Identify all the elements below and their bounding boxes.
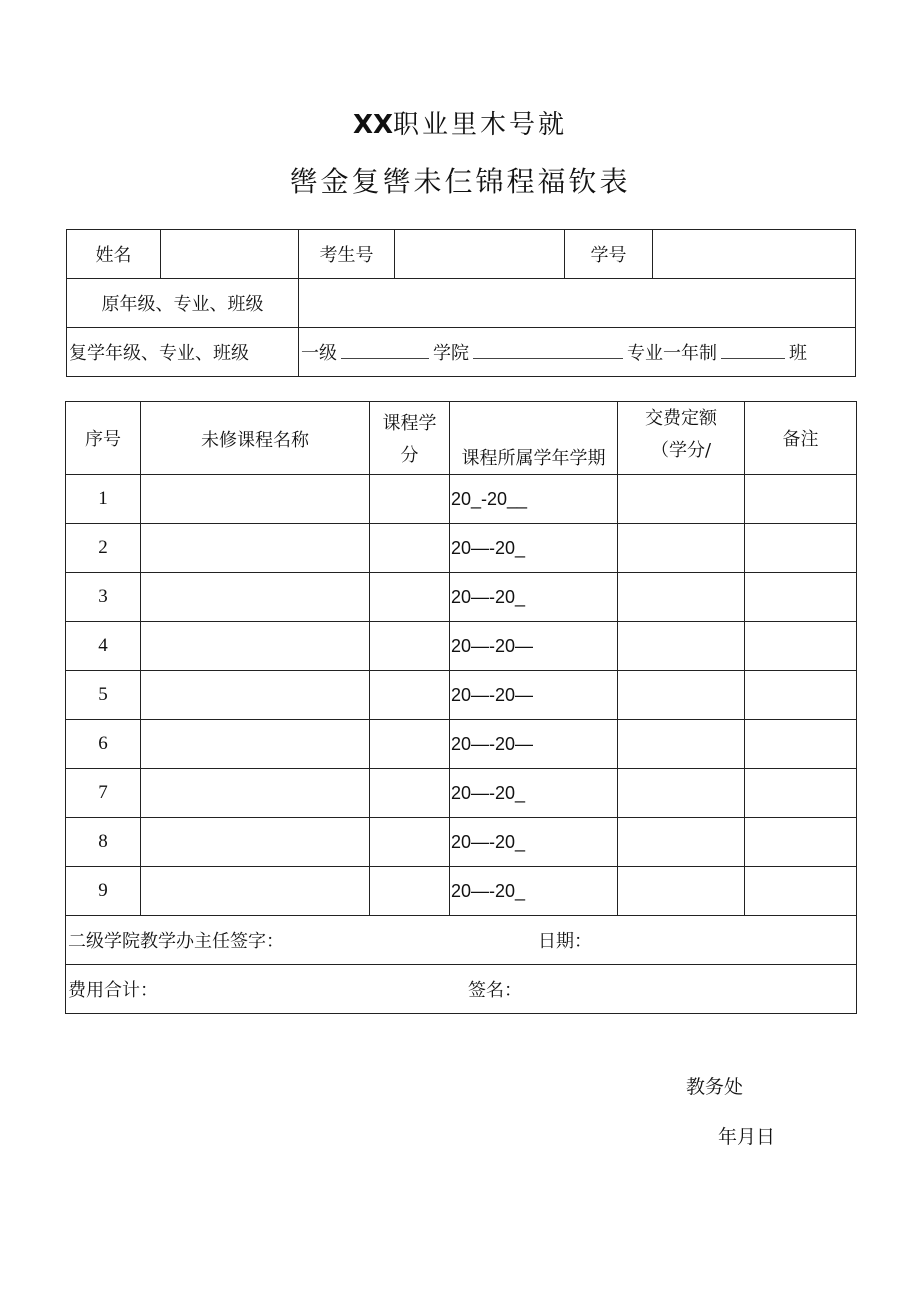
fee-cell[interactable] xyxy=(618,769,745,818)
term-cell[interactable]: 20—-20— xyxy=(450,622,618,671)
row-seq: 5 xyxy=(66,671,141,720)
director-sign-label: 二级学院教学办主任签字： xyxy=(68,931,284,952)
title-school: 职业里木号就 xyxy=(393,110,568,140)
fee-cell[interactable] xyxy=(618,573,745,622)
fee-cell[interactable] xyxy=(618,720,745,769)
remark-cell[interactable] xyxy=(745,573,857,622)
credit-cell[interactable] xyxy=(370,769,450,818)
header-credit-line2: 分 xyxy=(400,445,419,466)
fee-cell[interactable] xyxy=(618,475,745,524)
header-fee-line1: 交费定额 xyxy=(645,408,717,429)
table-row xyxy=(66,769,857,818)
header-credit xyxy=(370,402,450,475)
row-seq: 7 xyxy=(66,769,141,818)
title-prefix: XX xyxy=(352,110,394,140)
remark-cell[interactable] xyxy=(745,475,857,524)
resume-class-field[interactable] xyxy=(299,328,856,377)
course-name-cell[interactable] xyxy=(141,867,370,916)
fee-total-label: 费用合计： xyxy=(68,980,158,1001)
orig-class-label: 原年级、专业、班级 xyxy=(67,279,299,328)
resume-grade-suffix: 一级 xyxy=(301,343,337,364)
college-blank[interactable] xyxy=(341,340,429,359)
student-no-field[interactable] xyxy=(653,230,856,279)
resume-class-suffix: 班 xyxy=(789,343,807,364)
row-seq: 9 xyxy=(66,867,141,916)
resume-class-label: 复学年级、专业、班级 xyxy=(67,328,299,377)
remark-cell[interactable] xyxy=(745,524,857,573)
signature-label: 签名： xyxy=(468,980,522,1001)
header-credit-line1: 课程学 xyxy=(382,413,437,434)
table-row xyxy=(66,622,857,671)
credit-cell[interactable] xyxy=(370,671,450,720)
resume-college-suffix: 学院 xyxy=(433,343,469,364)
table-row xyxy=(66,720,857,769)
header-course-name: 未修课程名称 xyxy=(141,402,370,475)
header-fee-line2: （学分/ xyxy=(650,440,712,461)
fee-cell[interactable] xyxy=(618,524,745,573)
remark-cell[interactable] xyxy=(745,818,857,867)
row-seq: 1 xyxy=(66,475,141,524)
fee-cell[interactable] xyxy=(618,671,745,720)
date-label: 日期： xyxy=(538,931,592,952)
fee-cell[interactable] xyxy=(618,622,745,671)
row-seq: 4 xyxy=(66,622,141,671)
table-row xyxy=(66,818,857,867)
remark-cell[interactable] xyxy=(745,867,857,916)
header-fee xyxy=(618,402,745,475)
course-name-cell[interactable] xyxy=(141,622,370,671)
header-term: 课程所属学年学期 xyxy=(450,402,618,475)
credit-cell[interactable] xyxy=(370,867,450,916)
term-cell[interactable]: 20—-20_ xyxy=(450,524,618,573)
exam-no-label: 考生号 xyxy=(299,230,395,279)
student-no-label: 学号 xyxy=(565,230,653,279)
table-row xyxy=(66,671,857,720)
form-title-line1 xyxy=(0,104,920,141)
table-row xyxy=(66,573,857,622)
term-cell[interactable]: 20—-20_ xyxy=(450,769,618,818)
course-name-cell[interactable] xyxy=(141,475,370,524)
credit-cell[interactable] xyxy=(370,524,450,573)
name-label: 姓名 xyxy=(67,230,161,279)
header-seq: 序号 xyxy=(66,402,141,475)
credit-cell[interactable] xyxy=(370,573,450,622)
row-seq: 6 xyxy=(66,720,141,769)
orig-class-field[interactable] xyxy=(299,279,856,328)
remark-cell[interactable] xyxy=(745,720,857,769)
name-field[interactable] xyxy=(161,230,299,279)
course-name-cell[interactable] xyxy=(141,671,370,720)
director-sign-row[interactable] xyxy=(66,916,857,965)
term-cell[interactable]: 20—-20_ xyxy=(450,867,618,916)
row-seq: 3 xyxy=(66,573,141,622)
course-name-cell[interactable] xyxy=(141,524,370,573)
credit-cell[interactable] xyxy=(370,475,450,524)
row-seq: 8 xyxy=(66,818,141,867)
course-name-cell[interactable] xyxy=(141,573,370,622)
credit-cell[interactable] xyxy=(370,720,450,769)
row-seq: 2 xyxy=(66,524,141,573)
course-name-cell[interactable] xyxy=(141,769,370,818)
remark-cell[interactable] xyxy=(745,671,857,720)
fee-cell[interactable] xyxy=(618,867,745,916)
term-cell[interactable]: 20_-20__ xyxy=(450,475,618,524)
class-blank[interactable] xyxy=(721,340,785,359)
credit-cell[interactable] xyxy=(370,622,450,671)
course-name-cell[interactable] xyxy=(141,818,370,867)
fee-total-row[interactable] xyxy=(66,965,857,1014)
term-cell[interactable]: 20—-20_ xyxy=(450,818,618,867)
office-label: 教务处 xyxy=(686,1076,744,1098)
term-cell[interactable]: 20—-20_ xyxy=(450,573,618,622)
student-info-table xyxy=(66,229,856,377)
table-row xyxy=(66,475,857,524)
course-name-cell[interactable] xyxy=(141,720,370,769)
course-table xyxy=(65,401,857,1014)
resume-major-suffix: 专业一年制 xyxy=(627,343,717,364)
fee-cell[interactable] xyxy=(618,818,745,867)
form-title-line2: 辔金复辔未仨锦程福钦表 xyxy=(289,165,631,198)
major-blank[interactable] xyxy=(473,340,623,359)
credit-cell[interactable] xyxy=(370,818,450,867)
remark-cell[interactable] xyxy=(745,622,857,671)
exam-no-field[interactable] xyxy=(395,230,565,279)
header-remark: 备注 xyxy=(745,402,857,475)
table-row xyxy=(66,867,857,916)
term-cell[interactable]: 20—-20— xyxy=(450,720,618,769)
table-row xyxy=(66,524,857,573)
remark-cell[interactable] xyxy=(745,769,857,818)
term-cell[interactable]: 20—-20— xyxy=(450,671,618,720)
footer-date: 年月日 xyxy=(718,1126,776,1148)
